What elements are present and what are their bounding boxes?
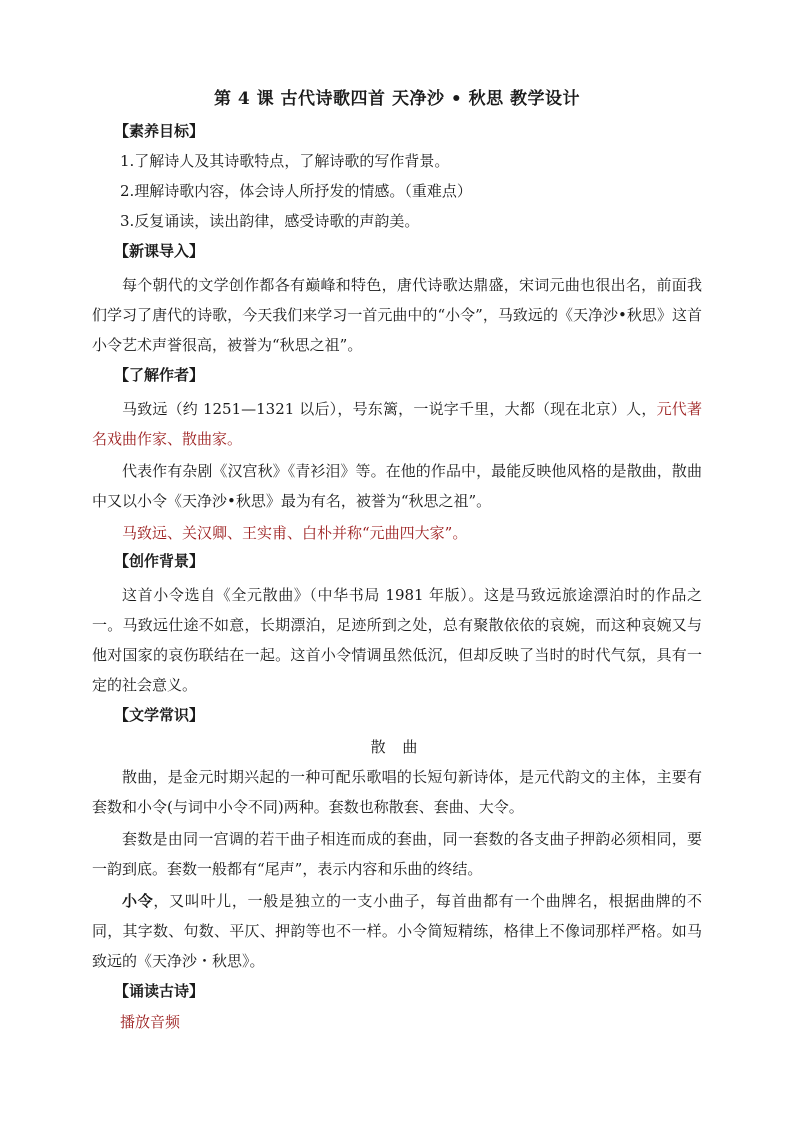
literature-paragraph-3 bbox=[92, 886, 702, 976]
goal-item-3: 3.反复诵读，读出韵律，感受诗歌的声韵美。 bbox=[120, 212, 420, 230]
author-bio-text: 马致远（约 1251—1321 以后），号东篱，一说字千里，大都（现在北京）人， bbox=[122, 400, 657, 418]
author-highlight: 元代著名戏曲作家、散曲家。 bbox=[92, 400, 702, 448]
literature-paragraph-1: 散曲，是金元时期兴起的一种可配乐歌唱的长短句新诗体，是元代韵文的主体，主要有套数和小令(与词中小令不同)两种。套数也称散套、套曲、大令。 bbox=[92, 768, 702, 816]
play-audio-link[interactable]: 播放音频 bbox=[120, 1013, 181, 1031]
literature-paragraph-2: 套数是由同一宫调的若干曲子相连而成的套曲，同一套数的各支曲子押韵必须相同，要一韵到底。套数一般都有“尾声”，表示内容和乐曲的终结。 bbox=[92, 830, 702, 878]
literature-subtitle: 散 曲 bbox=[370, 738, 424, 756]
heading-author: 【了解作者】 bbox=[114, 366, 205, 384]
xiaoling-term: 小令 bbox=[122, 892, 154, 910]
intro-paragraph: 每个朝代的文学创作都各有巅峰和特色，唐代诗歌达鼎盛，宋词元曲也很出名，前面我们学习了唐代的诗歌，今天我们来学习一首元曲中的“小令”，马致远的《天净沙•秋思》这首小令艺术声誉很高，被誉为“秋思之祖”。 bbox=[92, 276, 702, 354]
goal-item-2: 2.理解诗歌内容，体会诗人所抒发的情感。（重难点） bbox=[120, 182, 472, 200]
author-paragraph-3: 马致远、关汉卿、王实甫、白朴并称“元曲四大家”。 bbox=[122, 524, 468, 542]
background-paragraph: 这首小令选自《全元散曲》（中华书局 1981 年版）。这是马致远旅途漂泊时的作品之一。马致远仕途不如意，长期漂泊，足迹所到之处，总有聚散依依的哀婉，而这种哀婉又与他对国家的哀伤联结在一起。这首小令情调虽然低沉，但却反映了当时的时代气氛，具有一定的社会意义。 bbox=[92, 586, 702, 694]
author-paragraph-1 bbox=[92, 394, 702, 454]
page-title: 第 4 课 古代诗歌四首 天净沙 • 秋思 教学设计 bbox=[213, 89, 581, 109]
goal-item-1: 1.了解诗人及其诗歌特点，了解诗歌的写作背景。 bbox=[120, 152, 450, 170]
heading-background: 【创作背景】 bbox=[114, 552, 205, 570]
heading-intro: 【新课导入】 bbox=[114, 242, 205, 260]
author-paragraph-2: 代表作有杂剧《汉宫秋》《青衫泪》等。在他的作品中，最能反映他风格的是散曲，散曲中又以小令《天净沙•秋思》最为有名，被誉为“秋思之祖”。 bbox=[92, 462, 702, 510]
heading-goals: 【素养目标】 bbox=[114, 122, 205, 140]
xiaoling-definition: ，又叫叶儿，一般是独立的一支小曲子，每首曲都有一个曲牌名，根据曲牌的不同，其字数、句数、平仄、押韵等也不一样。小令简短精练，格律上不像词那样严格。如马致远的《天净沙・秋思》。 bbox=[92, 892, 702, 970]
heading-recite: 【诵读古诗】 bbox=[114, 982, 205, 1000]
heading-literature: 【文学常识】 bbox=[114, 706, 205, 724]
